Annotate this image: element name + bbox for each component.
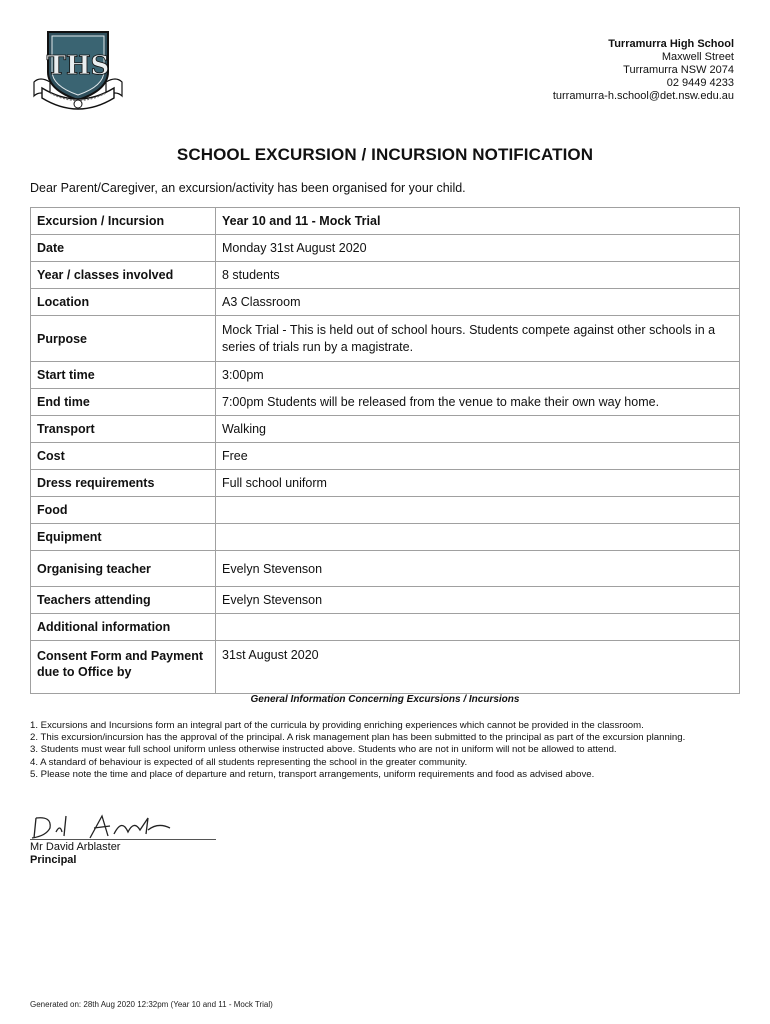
- table-row: [31, 208, 740, 235]
- row-label: Dress requirements: [31, 470, 216, 497]
- table-row: [31, 289, 740, 316]
- row-label: Cost: [31, 443, 216, 470]
- principal-signature: [30, 808, 216, 842]
- row-value: Free: [216, 443, 740, 470]
- row-label: Consent Form and Payment due to Office by: [31, 641, 216, 694]
- row-value: [216, 524, 740, 551]
- table-row: [31, 235, 740, 262]
- list-item: 1. Excursions and Incursions form an integral part of the curricula by providing enriching experiences which cannot be provided in the classroom.: [30, 720, 644, 731]
- row-value: A3 Classroom: [216, 289, 740, 316]
- row-label: Start time: [31, 362, 216, 389]
- row-value: 3:00pm: [216, 362, 740, 389]
- signature-line: [30, 839, 216, 840]
- row-value: Walking: [216, 416, 740, 443]
- school-crest-logo: [30, 26, 126, 112]
- row-value: 7:00pm Students will be released from the venue to make their own way home.: [216, 389, 740, 416]
- table-row: [31, 587, 740, 614]
- row-label: Teachers attending: [31, 587, 216, 614]
- table-row: [31, 470, 740, 497]
- school-suburb: Turramurra NSW 2074: [623, 64, 734, 76]
- list-item: 3. Students must wear full school uniform unless otherwise instructed above. Students who are not in uniform will not be allowed to attend.: [30, 744, 617, 756]
- school-phone: 02 9449 4233: [666, 77, 734, 89]
- document-title: SCHOOL EXCURSION / INCURSION NOTIFICATION: [176, 145, 594, 164]
- row-label: Year / classes involved: [31, 262, 216, 289]
- row-value: Year 10 and 11 - Mock Trial: [216, 208, 740, 235]
- general-info-title: General Information Concerning Excursions / Incursions: [250, 694, 520, 705]
- row-value: Monday 31st August 2020: [216, 235, 740, 262]
- signatory-role: Principal: [30, 854, 77, 866]
- table-row: [31, 316, 740, 362]
- row-label: Excursion / Incursion: [31, 208, 216, 235]
- intro-text: Dear Parent/Caregiver, an excursion/activity has been organised for your child.: [30, 181, 466, 195]
- row-label: Organising teacher: [31, 551, 216, 587]
- list-item: 4. A standard of behaviour is expected of all students representing the school in the greater community.: [30, 756, 468, 768]
- table-row: [31, 551, 740, 587]
- table-row: [31, 443, 740, 470]
- table-row: [31, 641, 740, 694]
- list-item: 2. This excursion/incursion has the approval of the principal. A risk management plan has been submitted to the principal as part of the excursion planning.: [30, 732, 686, 744]
- row-label: Equipment: [31, 524, 216, 551]
- table-row: [31, 497, 740, 524]
- table-row: [31, 389, 740, 416]
- list-item: 5. Please note the time and place of departure and return, transport arrangements, uniform requirements and food as advised above.: [30, 768, 595, 780]
- row-value: Mock Trial - This is held out of school hours. Students compete against other schools in a series of trials run by a magistrate.: [216, 316, 740, 362]
- table-row: [31, 524, 740, 551]
- row-value: [216, 614, 740, 641]
- table-row: [31, 416, 740, 443]
- generated-footer: Generated on: 28th Aug 2020 12:32pm (Year 10 and 11 - Mock Trial): [30, 1000, 273, 1009]
- row-label: Purpose: [31, 316, 216, 362]
- row-label: Date: [31, 235, 216, 262]
- row-value: 8 students: [216, 262, 740, 289]
- row-label: Transport: [31, 416, 216, 443]
- row-label: Additional information: [31, 614, 216, 641]
- signatory-block: [30, 841, 120, 867]
- row-label: Location: [31, 289, 216, 316]
- signatory-name: Mr David Arblaster: [30, 841, 121, 853]
- row-value: Evelyn Stevenson: [216, 551, 740, 587]
- row-value: Evelyn Stevenson: [216, 587, 740, 614]
- excursion-details-table: [30, 207, 740, 694]
- general-info-list: [30, 720, 742, 781]
- table-row: [31, 262, 740, 289]
- table-row: [31, 614, 740, 641]
- table-row: [31, 362, 740, 389]
- row-label: Food: [31, 497, 216, 524]
- row-value: [216, 497, 740, 524]
- school-email: turramurra-h.school@det.nsw.edu.au: [552, 90, 734, 102]
- row-value: Full school uniform: [216, 470, 740, 497]
- svg-text:THS: THS: [46, 51, 110, 81]
- school-name: Turramurra High School: [608, 38, 734, 50]
- school-street: Maxwell Street: [661, 51, 734, 63]
- row-value: 31st August 2020: [216, 641, 740, 694]
- school-address: [553, 38, 734, 103]
- row-label: End time: [31, 389, 216, 416]
